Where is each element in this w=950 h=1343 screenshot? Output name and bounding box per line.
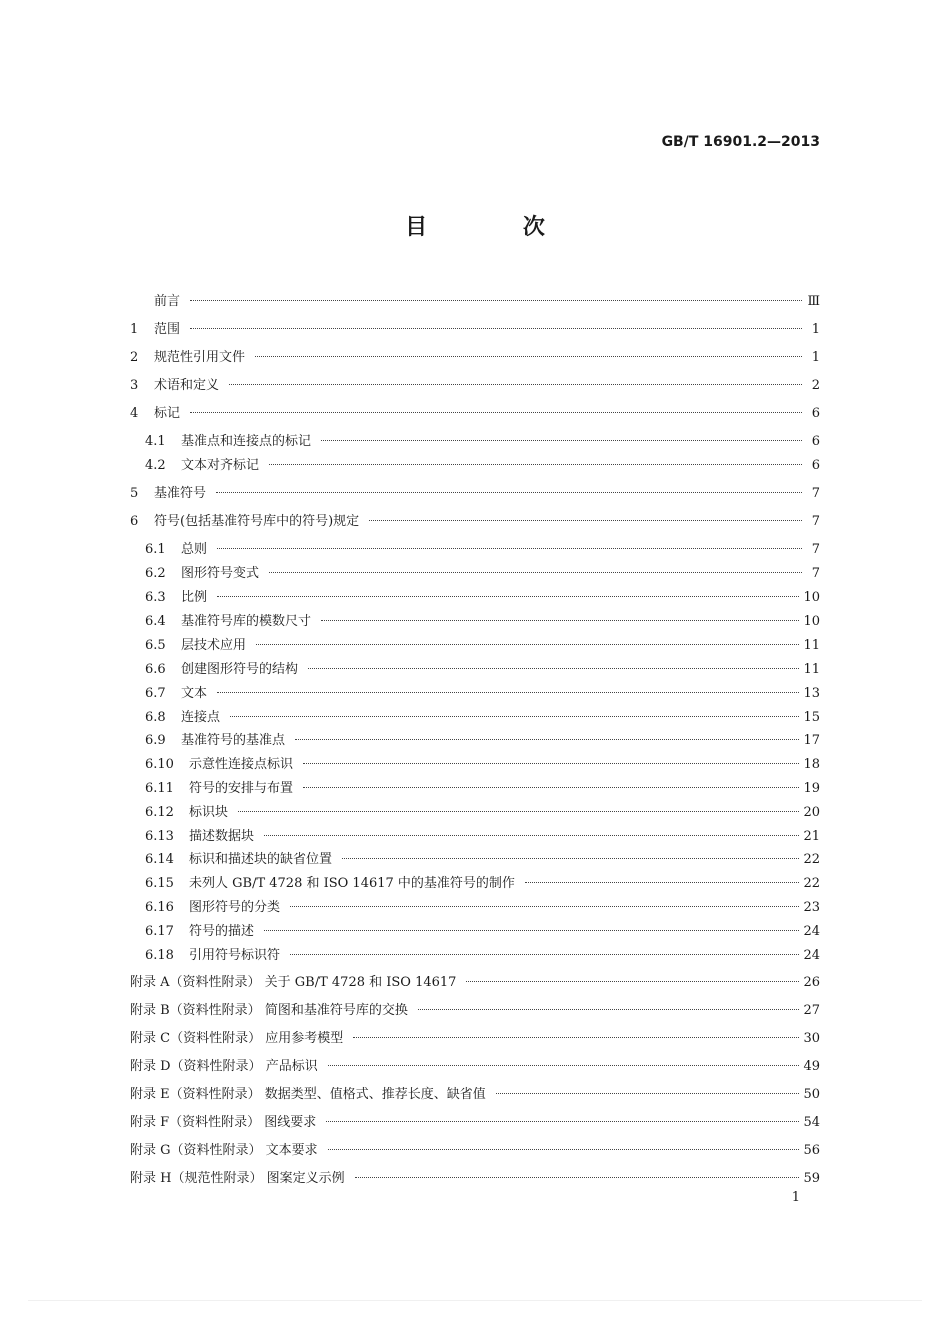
toc-dot-leader xyxy=(466,981,799,982)
toc-entry[interactable] xyxy=(145,944,820,964)
toc-entry-page: 7 xyxy=(811,514,820,529)
toc-entry-page: 15 xyxy=(803,710,820,725)
toc-entry-label: 图形符号变式 xyxy=(181,566,260,581)
toc-dot-leader xyxy=(308,668,799,669)
toc-entry-label: 附录 F（资料性附录） 图线要求 xyxy=(130,1115,317,1130)
toc-entry-number: 6.3 xyxy=(145,590,166,605)
toc-entry[interactable] xyxy=(130,482,820,502)
toc-dot-leader xyxy=(255,356,802,357)
toc-entry[interactable] xyxy=(145,586,820,606)
toc-dot-leader xyxy=(418,1009,800,1010)
toc-entry-number: 4.2 xyxy=(145,458,166,473)
toc-dot-leader xyxy=(525,882,800,883)
standard-id: GB/T 16901.2—2013 xyxy=(661,134,820,150)
toc-entry[interactable] xyxy=(145,610,820,630)
toc-dot-leader xyxy=(303,763,799,764)
toc-entry-number: 1 xyxy=(130,322,139,337)
toc-entry-page: 2 xyxy=(811,378,820,393)
toc-dot-leader xyxy=(256,644,799,645)
toc-entry[interactable] xyxy=(130,971,820,991)
toc-entry[interactable] xyxy=(145,454,820,474)
toc-dot-leader xyxy=(217,548,802,549)
toc-entry[interactable] xyxy=(130,510,820,530)
toc-entry-label: 规范性引用文件 xyxy=(154,350,246,365)
toc-entry-page: 19 xyxy=(803,781,820,796)
toc-entry-page: 18 xyxy=(803,757,820,772)
toc-dot-leader xyxy=(496,1093,800,1094)
toc-entry-page: Ⅲ xyxy=(807,294,820,309)
toc-entry-label: 符号(包括基准符号库中的符号)规定 xyxy=(154,514,360,529)
toc-entry-label: 连接点 xyxy=(181,710,221,725)
toc-entry[interactable] xyxy=(130,402,820,422)
toc-entry[interactable] xyxy=(130,1111,820,1131)
toc-entry-number: 6.5 xyxy=(145,638,166,653)
toc-entry-label: 前言 xyxy=(154,294,181,309)
page-title: 目 次 xyxy=(405,215,589,240)
toc-entry-page: 30 xyxy=(803,1031,820,1046)
toc-entry[interactable] xyxy=(145,920,820,940)
toc-entry-page: 24 xyxy=(803,948,820,963)
toc-entry-label: 总则 xyxy=(181,542,208,557)
toc-entry-number: 6.14 xyxy=(145,852,174,867)
toc-dot-leader xyxy=(303,787,799,788)
toc-entry-label: 描述数据块 xyxy=(189,829,255,844)
toc-entry-page: 7 xyxy=(811,542,820,557)
page-number: 1 xyxy=(791,1190,800,1205)
toc-entry-page: 11 xyxy=(803,638,820,653)
toc-entry-number: 6.1 xyxy=(145,542,166,557)
toc-dot-leader xyxy=(264,835,799,836)
toc-dot-leader xyxy=(355,1177,800,1178)
toc-entry[interactable] xyxy=(145,801,820,821)
toc-entry-page: 49 xyxy=(803,1059,820,1074)
toc-entry-page: 17 xyxy=(803,733,820,748)
toc-dot-leader xyxy=(216,492,802,493)
toc-entry-number: 6.16 xyxy=(145,900,174,915)
toc-dot-leader xyxy=(269,464,802,465)
toc-entry-label: 图形符号的分类 xyxy=(189,900,281,915)
toc-entry[interactable] xyxy=(130,374,820,394)
toc-entry[interactable] xyxy=(145,848,820,868)
toc-entry[interactable] xyxy=(145,896,820,916)
toc-entry-label: 符号的描述 xyxy=(189,924,255,939)
toc-dot-leader xyxy=(190,300,802,301)
toc-dot-leader xyxy=(342,858,799,859)
toc-entry-page: 1 xyxy=(811,322,820,337)
toc-entry-label: 附录 B（资料性附录） 简图和基准符号库的交换 xyxy=(130,1003,408,1018)
toc-entry-page: 26 xyxy=(803,975,820,990)
toc-entry-page: 54 xyxy=(803,1115,820,1130)
toc-entry[interactable] xyxy=(130,1027,820,1047)
toc-entry-label: 示意性连接点标识 xyxy=(189,757,294,772)
toc-entry-label: 范围 xyxy=(154,322,181,337)
toc-entry-page: 56 xyxy=(803,1143,820,1158)
toc-entry[interactable] xyxy=(130,1083,820,1103)
toc-entry[interactable] xyxy=(145,658,820,678)
toc-entry-number: 6.6 xyxy=(145,662,166,677)
toc-dot-leader xyxy=(328,1149,800,1150)
toc-entry-label: 符号的安排与布置 xyxy=(189,781,294,796)
toc-entry[interactable] xyxy=(145,430,820,450)
toc-entry-number: 4.1 xyxy=(145,434,166,449)
toc-entry-page: 24 xyxy=(803,924,820,939)
toc-entry[interactable] xyxy=(145,872,820,892)
toc-entry-page: 50 xyxy=(803,1087,820,1102)
toc-entry-label: 术语和定义 xyxy=(154,378,220,393)
toc-entry-page: 21 xyxy=(803,829,820,844)
toc-entry-page: 59 xyxy=(803,1171,820,1186)
toc-entry-page: 7 xyxy=(811,486,820,501)
toc-entry-number: 6.17 xyxy=(145,924,174,939)
toc-entry-number: 6.2 xyxy=(145,566,166,581)
toc-entry-page: 1 xyxy=(811,350,820,365)
toc-entry[interactable] xyxy=(145,706,820,726)
toc-entry[interactable] xyxy=(145,729,820,749)
toc-entry[interactable] xyxy=(145,634,820,654)
toc-entry-page: 10 xyxy=(803,590,820,605)
toc-dot-leader xyxy=(326,1121,799,1122)
toc-entry-page: 7 xyxy=(811,566,820,581)
toc-entry-label: 附录 D（资料性附录） 产品标识 xyxy=(130,1059,318,1074)
toc-entry-label: 基准符号 xyxy=(154,486,207,501)
toc-entry-label: 附录 C（资料性附录） 应用参考模型 xyxy=(130,1031,344,1046)
toc-entry-page: 20 xyxy=(803,805,820,820)
toc-dot-leader xyxy=(321,620,799,621)
toc-entry[interactable] xyxy=(130,290,820,310)
toc-entry[interactable] xyxy=(130,1139,820,1159)
toc-dot-leader xyxy=(290,954,799,955)
toc-entry-label: 标记 xyxy=(154,406,181,421)
toc-entry-page: 23 xyxy=(803,900,820,915)
toc-entry[interactable] xyxy=(145,753,820,773)
toc-entry-label: 附录 G（资料性附录） 文本要求 xyxy=(130,1143,318,1158)
toc-dot-leader xyxy=(328,1065,800,1066)
toc-dot-leader xyxy=(190,412,802,413)
toc-entry-label: 创建图形符号的结构 xyxy=(181,662,299,677)
toc-entry-label: 文本对齐标记 xyxy=(181,458,260,473)
toc-dot-leader xyxy=(238,811,799,812)
toc-dot-leader xyxy=(229,384,802,385)
toc-entry-label: 附录 E（资料性附录） 数据类型、值格式、推荐长度、缺省值 xyxy=(130,1087,486,1102)
toc-entry-label: 层技术应用 xyxy=(181,638,247,653)
toc-entry-number: 6.13 xyxy=(145,829,174,844)
toc-entry-page: 22 xyxy=(803,876,820,891)
toc-dot-leader xyxy=(230,716,799,717)
toc-entry-label: 基准符号的基准点 xyxy=(181,733,286,748)
toc-dot-leader xyxy=(321,440,802,441)
toc-entry-label: 标识和描述块的缺省位置 xyxy=(189,852,333,867)
toc-entry-number: 6.15 xyxy=(145,876,174,891)
toc-entry[interactable] xyxy=(145,538,820,558)
toc-dot-leader xyxy=(269,572,802,573)
toc-entry-number: 6.12 xyxy=(145,805,174,820)
toc-entry-number: 2 xyxy=(130,350,139,365)
toc-entry-label: 基准点和连接点的标记 xyxy=(181,434,312,449)
toc-entry[interactable] xyxy=(130,1167,820,1187)
toc-dot-leader xyxy=(217,692,799,693)
toc-entry-number: 4 xyxy=(130,406,139,421)
toc-entry-label: 附录 A（资料性附录） 关于 GB/T 4728 和 ISO 14617 xyxy=(130,975,457,990)
page-bottom-edge xyxy=(28,1300,922,1301)
toc-entry-number: 6.4 xyxy=(145,614,166,629)
toc-entry[interactable] xyxy=(130,318,820,338)
toc-entry[interactable] xyxy=(145,825,820,845)
toc-entry-number: 6.9 xyxy=(145,733,166,748)
toc-entry-page: 6 xyxy=(811,458,820,473)
toc-entry[interactable] xyxy=(145,777,820,797)
toc-entry-label: 文本 xyxy=(181,686,208,701)
toc-dot-leader xyxy=(217,596,799,597)
toc-entry-number: 6.18 xyxy=(145,948,174,963)
toc-entry-page: 22 xyxy=(803,852,820,867)
toc-entry-page: 11 xyxy=(803,662,820,677)
toc-entry-page: 6 xyxy=(811,406,820,421)
toc-entry-page: 6 xyxy=(811,434,820,449)
toc-entry-number: 5 xyxy=(130,486,139,501)
toc-entry[interactable] xyxy=(130,1055,820,1075)
toc-entry[interactable] xyxy=(130,346,820,366)
toc-entry-number: 6.8 xyxy=(145,710,166,725)
toc-entry-label: 基准符号库的模数尺寸 xyxy=(181,614,312,629)
toc-dot-leader xyxy=(369,520,802,521)
toc-entry-number: 6.10 xyxy=(145,757,174,772)
toc-dot-leader xyxy=(190,328,802,329)
toc-entry-label: 比例 xyxy=(181,590,208,605)
toc-entry[interactable] xyxy=(145,682,820,702)
toc-entry-number: 6.11 xyxy=(145,781,174,796)
toc-dot-leader xyxy=(264,930,799,931)
toc-dot-leader xyxy=(353,1037,799,1038)
toc-entry-number: 6.7 xyxy=(145,686,166,701)
toc-entry-page: 13 xyxy=(803,686,820,701)
toc-entry-number: 6 xyxy=(130,514,139,529)
toc-entry-label: 标识块 xyxy=(189,805,229,820)
toc-entry-label: 附录 H（规范性附录） 图案定义示例 xyxy=(130,1171,345,1186)
toc-entry-page: 10 xyxy=(803,614,820,629)
toc-entry[interactable] xyxy=(145,562,820,582)
toc-dot-leader xyxy=(295,739,799,740)
toc-entry-page: 27 xyxy=(803,1003,820,1018)
toc-entry-label: 未列人 GB/T 4728 和 ISO 14617 中的基准符号的制作 xyxy=(189,876,515,891)
toc-entry[interactable] xyxy=(130,999,820,1019)
toc-dot-leader xyxy=(290,906,799,907)
toc-entry-number: 3 xyxy=(130,378,139,393)
toc-entry-label: 引用符号标识符 xyxy=(189,948,281,963)
